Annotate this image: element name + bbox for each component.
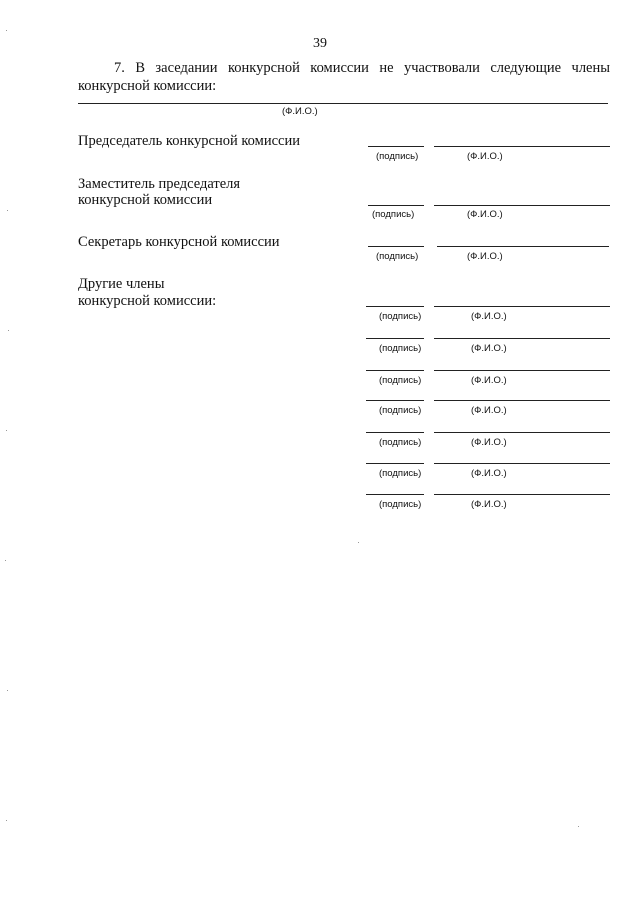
other-member-signature-caption: (подпись) <box>379 343 422 354</box>
other-member-signature-line <box>366 370 424 371</box>
secretary-fio-line <box>437 246 609 247</box>
other-member-fio-caption: (Ф.И.О.) <box>471 468 507 479</box>
chairman-signature-line <box>368 146 424 147</box>
deputy-fio-line <box>434 205 610 206</box>
other-member-fio-line <box>434 338 610 339</box>
deputy-signature-line <box>368 205 424 206</box>
deputy-label-line-1: Заместитель председателя <box>78 176 241 192</box>
other-member-fio-caption: (Ф.И.О.) <box>471 311 507 322</box>
absent-members-line <box>78 103 608 104</box>
other-member-signature-line <box>366 494 424 495</box>
paragraph-line-2: конкурсной комиссии: <box>78 78 217 94</box>
other-member-fio-line <box>434 306 610 307</box>
secretary-label: Секретарь конкурсной комиссии <box>78 234 280 250</box>
chairman-signature-caption: (подпись) <box>376 151 419 162</box>
other-member-fio-line <box>434 494 610 495</box>
other-member-fio-caption: (Ф.И.О.) <box>471 499 507 510</box>
other-member-signature-line <box>366 400 424 401</box>
deputy-label-line-2: конкурсной комиссии <box>78 192 213 208</box>
other-member-fio-caption: (Ф.И.О.) <box>471 375 507 386</box>
other-member-fio-line <box>434 400 610 401</box>
other-member-signature-caption: (подпись) <box>379 499 422 510</box>
other-member-signature-line <box>366 306 424 307</box>
other-member-signature-caption: (подпись) <box>379 311 422 322</box>
other-member-fio-caption: (Ф.И.О.) <box>471 437 507 448</box>
other-member-signature-caption: (подпись) <box>379 405 422 416</box>
other-member-fio-caption: (Ф.И.О.) <box>471 343 507 354</box>
secretary-signature-caption: (подпись) <box>376 251 419 262</box>
page-number: 39 <box>313 36 327 51</box>
other-member-signature-caption: (подпись) <box>379 437 422 448</box>
chairman-fio-line <box>434 146 610 147</box>
others-label-line-2: конкурсной комиссии: <box>78 293 217 309</box>
other-member-fio-line <box>434 370 610 371</box>
chairman-label: Председатель конкурсной комиссии <box>78 133 300 149</box>
absent-members-caption: (Ф.И.О.) <box>282 106 318 117</box>
other-member-fio-caption: (Ф.И.О.) <box>471 405 507 416</box>
other-member-signature-line <box>366 432 424 433</box>
paragraph-line-1: 7. В заседании конкурсной комиссии не участвовали следующие члены <box>114 60 610 76</box>
other-member-signature-line <box>366 463 424 464</box>
deputy-signature-caption: (подпись) <box>372 209 415 220</box>
secretary-fio-caption: (Ф.И.О.) <box>467 251 503 262</box>
other-member-fio-line <box>434 463 610 464</box>
other-member-signature-caption: (подпись) <box>379 375 422 386</box>
deputy-fio-caption: (Ф.И.О.) <box>467 209 503 220</box>
other-member-signature-line <box>366 338 424 339</box>
others-label-line-1: Другие члены <box>78 276 165 292</box>
chairman-fio-caption: (Ф.И.О.) <box>467 151 503 162</box>
other-member-fio-line <box>434 432 610 433</box>
other-member-signature-caption: (подпись) <box>379 468 422 479</box>
secretary-signature-line <box>368 246 424 247</box>
